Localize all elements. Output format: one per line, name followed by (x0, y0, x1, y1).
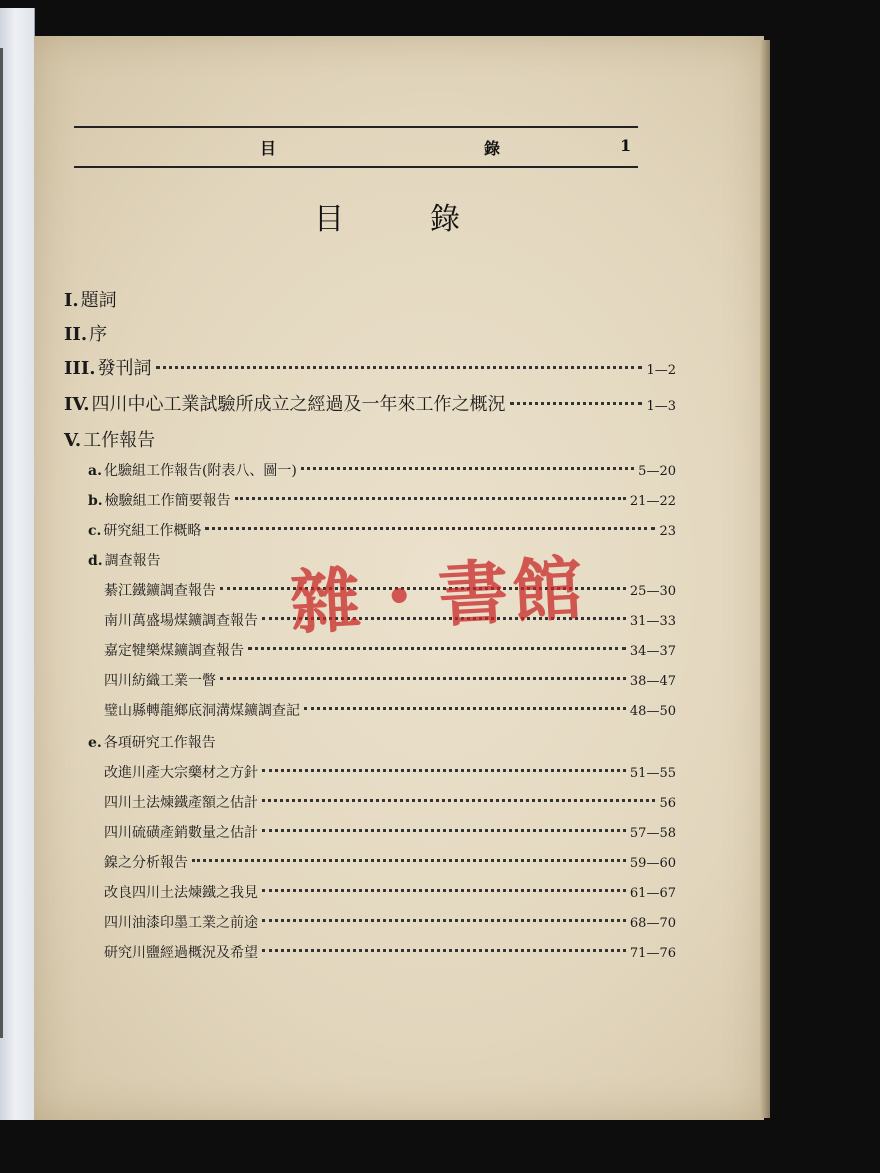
toc-entry (104, 700, 676, 720)
toc-entry (64, 354, 676, 380)
toc-entry-number: IV. (64, 394, 90, 415)
toc-entry-pages: 34—37 (629, 644, 676, 659)
toc-entry (64, 390, 676, 416)
toc-entry-label: 檢驗組工作簡要報告 (104, 493, 231, 509)
toc-leader-dots (156, 366, 643, 369)
toc-entry-label: 鎳之分析報告 (104, 855, 188, 871)
toc-leader-dots (301, 467, 634, 470)
toc-leader-dots (192, 859, 626, 862)
toc-entry-label: 研究川鹽經過概況及希望 (104, 945, 258, 961)
toc-entry (104, 792, 676, 812)
toc-entry-pages: 57—58 (629, 826, 676, 841)
toc-entry (64, 426, 676, 452)
toc-entry-pages: 38—47 (629, 674, 676, 689)
toc-entry (104, 670, 676, 690)
running-head (74, 126, 638, 168)
toc-entry (104, 882, 676, 902)
facing-page-border (0, 48, 3, 1038)
toc-entry-label: 四川土法煉鐵產額之估計 (104, 795, 258, 811)
toc-entry-label: 改進川產大宗藥材之方針 (104, 765, 258, 781)
running-head-left: 目 (260, 139, 277, 158)
toc-entry-label: 發刊詞 (97, 358, 152, 379)
toc-leader-dots (205, 527, 655, 530)
toc-entry-label: 化驗組工作報告(附表八、圖一) (103, 463, 297, 479)
toc-entry-label: 改良四川土法煉鐵之我見 (104, 885, 258, 901)
toc-leader-dots (220, 677, 626, 680)
toc-entry-label: 璧山縣轉龍鄉底洞溝煤鑛調查記 (104, 703, 300, 719)
toc-entry-number: a. (88, 463, 102, 479)
toc-entry-label: 四川中心工業試驗所成立之經過及一年來工作之概況 (91, 394, 506, 415)
toc-leader-dots (262, 949, 626, 952)
toc-entry-number: d. (88, 553, 103, 569)
toc-entry-number: III. (64, 358, 96, 379)
toc-entry-number: e. (88, 735, 102, 751)
toc-entry-pages: 1—3 (646, 399, 676, 414)
toc-entry-pages: 48—50 (629, 704, 676, 719)
toc-entry-label: 嘉定犍樂煤鑛調查報告 (104, 643, 244, 659)
toc-entry (88, 490, 676, 510)
toc-entry-pages: 61—67 (629, 886, 676, 901)
toc-entry-label: 題詞 (80, 290, 117, 311)
toc-entry-label: 各項研究工作報告 (103, 735, 216, 751)
red-watermark-stamp: 雜・書館 (288, 545, 589, 645)
toc-entry (104, 852, 676, 872)
toc-entry (104, 822, 676, 842)
toc-entry-pages: 51—55 (629, 766, 676, 781)
toc-entry-number: c. (88, 523, 102, 539)
facing-page-edge (0, 8, 35, 1120)
toc-entry (64, 286, 676, 312)
toc-entry-label: 四川油漆印墨工業之前途 (104, 915, 258, 931)
running-head-page-number: 1 (620, 136, 632, 155)
toc-leader-dots (262, 829, 626, 832)
toc-leader-dots (235, 497, 626, 500)
toc-entry-label: 序 (89, 324, 108, 345)
toc-entry-pages: 5—20 (638, 464, 676, 479)
toc-entry-label: 四川硫磺產銷數量之估計 (104, 825, 258, 841)
toc-entry-label: 四川紡織工業一瞥 (104, 673, 216, 689)
toc-entry-pages: 68—70 (629, 916, 676, 931)
toc-entry (88, 732, 676, 752)
toc-entry-pages: 31—33 (629, 614, 676, 629)
toc-entry-number: V. (64, 430, 82, 451)
toc-leader-dots (262, 919, 626, 922)
toc-entry (88, 460, 676, 480)
toc-entry-pages: 23 (659, 524, 676, 539)
toc-entry-label: 調查報告 (104, 553, 161, 569)
page-title-right: 錄 (430, 202, 460, 237)
page-stack-edge (760, 40, 770, 1118)
running-head-center: 錄 (484, 139, 501, 158)
toc-leader-dots (262, 799, 655, 802)
toc-entry-number: I. (64, 290, 79, 311)
toc-entry-pages: 1—2 (646, 363, 676, 378)
toc-leader-dots (510, 402, 643, 405)
toc-entry-pages: 21—22 (629, 494, 676, 509)
toc-entry-pages: 56 (659, 796, 676, 811)
toc-entry (104, 912, 676, 932)
toc-entry-label: 研究組工作概略 (103, 523, 202, 539)
toc-leader-dots (262, 769, 626, 772)
toc-leader-dots (262, 889, 626, 892)
toc-entry-pages: 25—30 (629, 584, 676, 599)
toc-entry (104, 942, 676, 962)
toc-entry (104, 762, 676, 782)
toc-entry-pages: 59—60 (629, 856, 676, 871)
page-title-left: 目 (314, 202, 344, 237)
toc-entry-number: II. (64, 324, 88, 345)
toc-entry-number: b. (88, 493, 103, 509)
toc-entry (64, 320, 676, 346)
toc-entry-label: 工作報告 (83, 430, 156, 451)
toc-entry-label: 南川萬盛場煤鑛調查報告 (104, 613, 258, 629)
toc-leader-dots (304, 707, 626, 710)
toc-entry-pages: 71—76 (629, 946, 676, 961)
toc-entry-label: 綦江鐵鑛調查報告 (104, 583, 216, 599)
